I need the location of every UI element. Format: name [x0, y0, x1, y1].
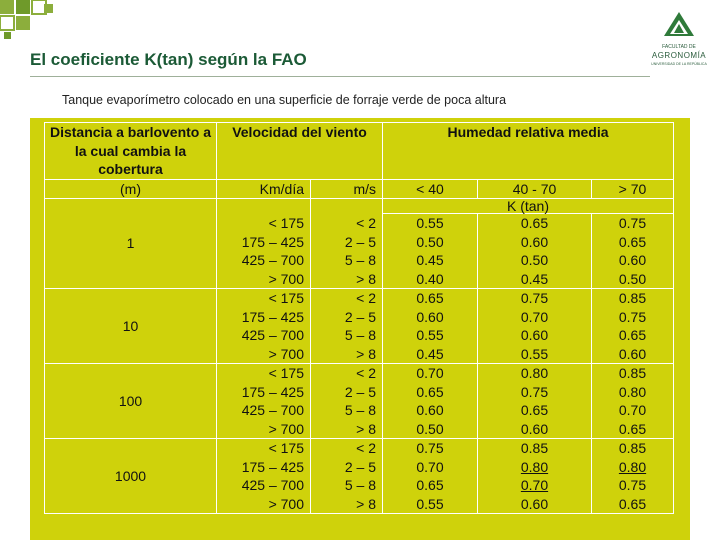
logo-text-university: UNIVERSIDAD DE LA REPÚBLICA: [651, 62, 707, 66]
ktan-low: 0.75 0.70 0.65 0.55: [383, 439, 478, 514]
humidity-mid: 40 - 70: [478, 179, 592, 199]
ms-cell: < 2 2 – 5 5 – 8 > 8: [311, 364, 383, 439]
logo-text-faculty: FACULTAD DE: [662, 44, 696, 50]
ktan-high: 0.85 0.80 0.75 0.65: [592, 439, 674, 514]
humidity-low: < 40: [383, 179, 478, 199]
logo-text-name: AGRONOMÍA: [651, 51, 707, 60]
decorative-squares: [0, 0, 60, 40]
ms-cell: < 2 2 – 5 5 – 8 > 8: [311, 289, 383, 364]
distance-cell: 1000: [45, 439, 217, 514]
ktan-label: K (tan): [383, 199, 674, 214]
header-wind-speed: Velocidad del viento: [217, 123, 383, 180]
ktan-low: 0.70 0.65 0.60 0.50: [383, 364, 478, 439]
ktan-low: 0.55 0.50 0.45 0.40: [383, 214, 478, 289]
ktan-mid: 0.80 0.75 0.65 0.60: [478, 364, 592, 439]
group-row-100: [45, 364, 674, 439]
group-row-1000: [45, 439, 674, 514]
ktan-table: [44, 122, 674, 514]
header-humidity: Humedad relativa media: [383, 123, 674, 180]
header-distance: Distancia a barlovento a la cual cambia la cobertura: [45, 123, 217, 180]
title-divider: [30, 76, 650, 77]
kmday-cell: < 175 175 – 425 425 – 700 > 700: [217, 289, 311, 364]
kmday-cell: < 175 175 – 425 425 – 700 > 700: [217, 439, 311, 514]
table-units-row: [45, 179, 674, 199]
table-header-row: [45, 123, 674, 180]
page-title: El coeficiente K(tan) según la FAO: [30, 50, 307, 69]
humidity-high: > 70: [592, 179, 674, 199]
unit-ms: m/s: [311, 179, 383, 199]
subtitle: Tanque evaporímetro colocado en una superficie de forraje verde de poca altura: [62, 93, 507, 107]
faculty-logo: [648, 8, 710, 78]
ms-cell: < 2 2 – 5 5 – 8 > 8: [311, 199, 383, 289]
distance-cell: 100: [45, 364, 217, 439]
ktan-high: 0.85 0.80 0.70 0.65: [592, 364, 674, 439]
ktan-low: 0.65 0.60 0.55 0.45: [383, 289, 478, 364]
group-row-10: [45, 289, 674, 364]
ktan-high: 0.75 0.65 0.60 0.50: [592, 214, 674, 289]
ktan-mid: 0.65 0.60 0.50 0.45: [478, 214, 592, 289]
distance-cell: 1: [45, 199, 217, 289]
unit-m: (m): [45, 179, 217, 199]
unit-kmday: Km/día: [217, 179, 311, 199]
kmday-cell: < 175 175 – 425 425 – 700 > 700: [217, 364, 311, 439]
distance-cell: 10: [45, 289, 217, 364]
ktan-label-row: [45, 199, 674, 214]
ms-cell: < 2 2 – 5 5 – 8 > 8: [311, 439, 383, 514]
ktan-mid: 0.85 0.80 0.70 0.60: [478, 439, 592, 514]
kmday-cell: < 175 175 – 425 425 – 700 > 700: [217, 199, 311, 289]
ktan-high: 0.85 0.75 0.65 0.60: [592, 289, 674, 364]
ktan-mid: 0.75 0.70 0.60 0.55: [478, 289, 592, 364]
